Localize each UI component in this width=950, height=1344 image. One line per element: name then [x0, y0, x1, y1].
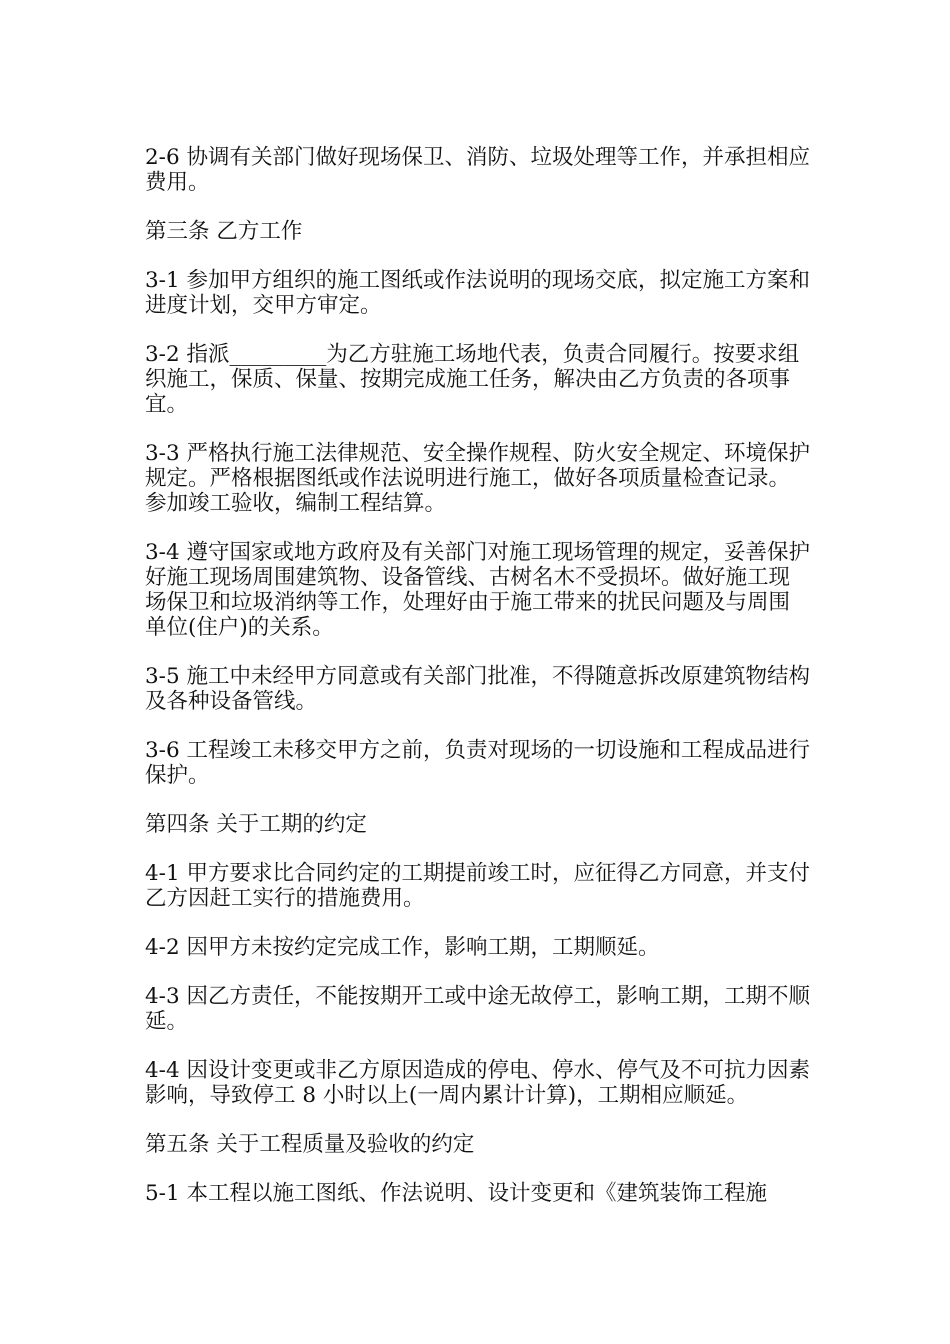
clause-3-6: 3-6 工程竣工未移交甲方之前，负责对现场的一切设施和工程成品进行保护。 [145, 738, 810, 788]
article-3-heading: 第三条 乙方工作 [145, 219, 303, 244]
clause-3-5: 3-5 施工中未经甲方同意或有关部门批准，不得随意拆改原建筑物结构及各种设备管线。 [145, 664, 810, 714]
clause-3-1: 3-1 参加甲方组织的施工图纸或作法说明的现场交底，拟定施工方案和进度计划，交甲方审定。 [145, 268, 810, 318]
clause-4-2: 4-2 因甲方未按约定完成工作，影响工期，工期顺延。 [145, 935, 660, 960]
clause-2-6: 2-6 协调有关部门做好现场保卫、消防、垃圾处理等工作，并承担相应费用。 [145, 145, 810, 195]
document-body [145, 145, 810, 1230]
clause-3-4: 3-4 遵守国家或地方政府及有关部门对施工现场管理的规定，妥善保护好施工现场周围建筑物、设备管线、古树名木不受损坏。做好施工现场保卫和垃圾消纳等工作，处理好由于施工带来的扰民问题及与周围单位(住户)的关系。 [145, 540, 810, 640]
clause-3-2: 3-2 指派_________为乙方驻施工场地代表，负责合同履行。按要求组织施工，保质、保量、按期完成施工任务，解决由乙方负责的各项事宜。 [145, 342, 800, 417]
clause-3-3: 3-3 严格执行施工法律规范、安全操作规程、防火安全规定、环境保护规定。严格根据图纸或作法说明进行施工，做好各项质量检查记录。参加竣工验收，编制工程结算。 [145, 441, 810, 516]
clause-4-3: 4-3 因乙方责任，不能按期开工或中途无故停工，影响工期，工期不顺延。 [145, 984, 810, 1034]
clause-5-1: 5-1 本工程以施工图纸、作法说明、设计变更和《建筑装饰工程施 [145, 1181, 767, 1206]
clause-4-1: 4-1 甲方要求比合同约定的工期提前竣工时，应征得乙方同意，并支付乙方因赶工实行的措施费用。 [145, 861, 810, 911]
article-5-heading: 第五条 关于工程质量及验收的约定 [145, 1132, 475, 1157]
article-4-heading: 第四条 关于工期的约定 [145, 812, 367, 837]
clause-4-4: 4-4 因设计变更或非乙方原因造成的停电、停水、停气及不可抗力因素影响，导致停工 8 小时以上(一周内累计计算)，工期相应顺延。 [145, 1058, 810, 1108]
